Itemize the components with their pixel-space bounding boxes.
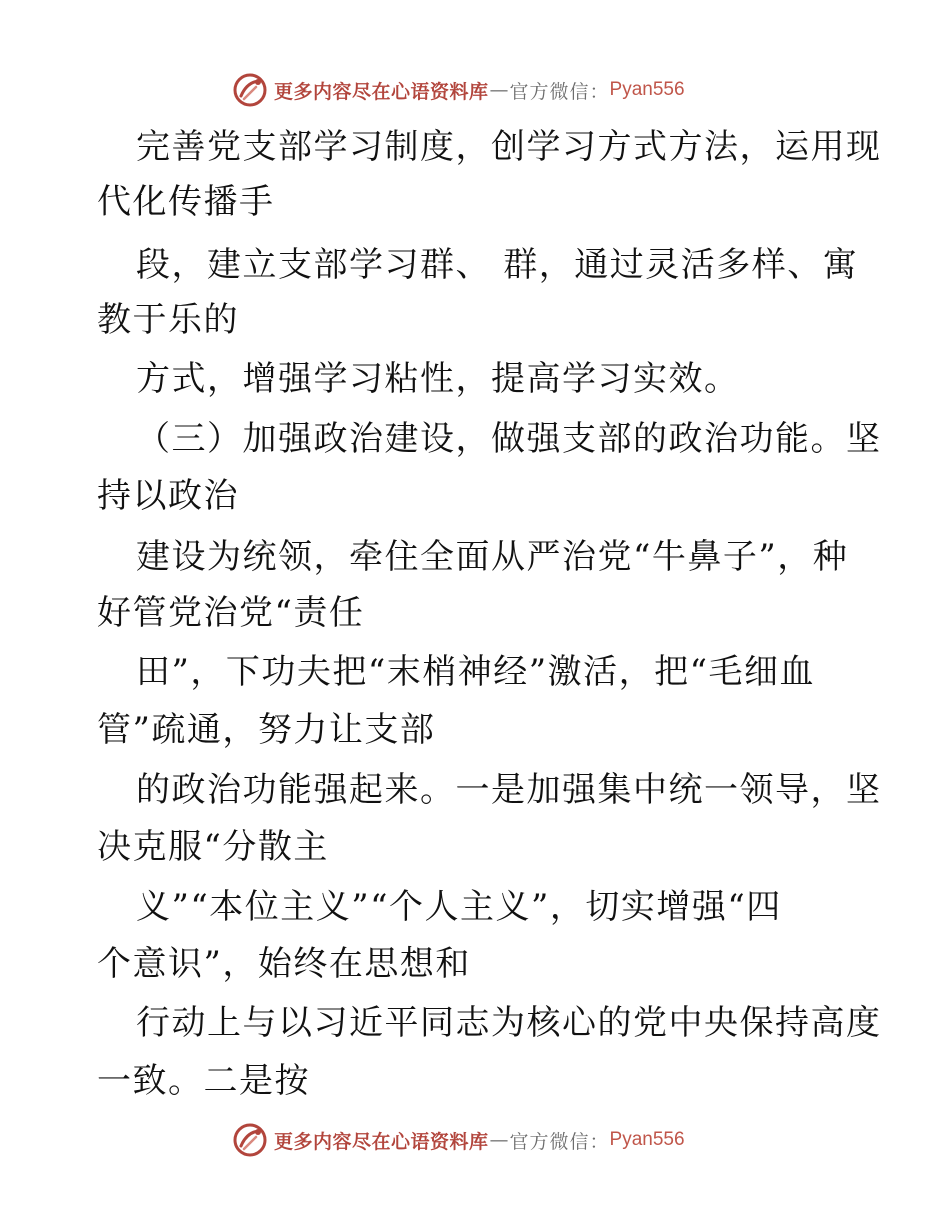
text-line: 好管党治党“责任 (97, 593, 365, 633)
wechat-label: 官方微信： (509, 1130, 610, 1153)
wechat-id: Pyan556 (609, 1129, 685, 1150)
brand-logo-icon (232, 1122, 268, 1158)
banner-dash: — (489, 79, 509, 101)
text-line: 行动上与以习近平同志为核心的党中央保持高度 (136, 1003, 882, 1043)
text-line: 义”“本位主义”“个人主义”，切实增强“四 (136, 887, 782, 927)
text-line: 教于乐的 (97, 300, 239, 340)
text-line: 个意识”，始终在思想和 (97, 944, 471, 984)
header-banner (232, 70, 685, 110)
banner-dash: — (489, 1129, 509, 1151)
brand-logo-icon (232, 72, 268, 108)
text-line: 田”，下功夫把“末梢神经”激活，把“毛细血 (136, 652, 816, 692)
text-line: 一致。二是按 (97, 1061, 310, 1101)
footer-banner (232, 1120, 685, 1160)
text-line: （三）加强政治建设，做强支部的政治功能。坚 (136, 419, 882, 459)
wechat-id: Pyan556 (609, 79, 685, 100)
brand-text: 更多内容尽在心语资料库 (274, 1130, 489, 1153)
text-line: 建设为统领，牵住全面从严治党“牛鼻子”，种 (136, 537, 849, 577)
text-line: 的政治功能强起来。一是加强集中统一领导，坚 (136, 770, 882, 810)
text-line: 管”疏通，努力让支部 (97, 710, 436, 750)
text-line: 持以政治 (97, 476, 239, 516)
text-line: 决克服“分散主 (97, 827, 329, 867)
text-line: 段，建立支部学习群、 群，通过灵活多样、寓 (136, 245, 859, 285)
wechat-label: 官方微信： (509, 80, 610, 103)
text-line: 代化传播手 (97, 182, 275, 222)
text-line: 方式，增强学习粘性，提高学习实效。 (136, 359, 740, 399)
text-line: 完善党支部学习制度，创学习方式方法，运用现 (136, 127, 882, 167)
brand-text: 更多内容尽在心语资料库 (274, 80, 489, 103)
